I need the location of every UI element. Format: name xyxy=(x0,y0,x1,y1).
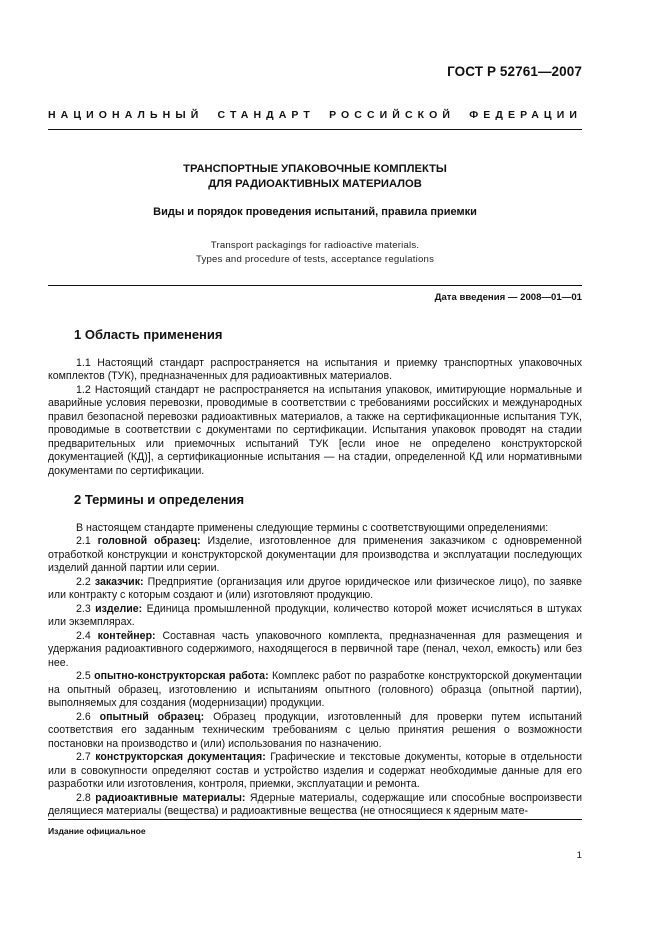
term-definition: Образец продукции, изготовленный для проверки путем испытаний соответствия его заданным техническим требованиям с целью принятия решения о возможности постановки на производство и (или) использования по назначению. xyxy=(48,710,583,750)
term-name: заказчик: xyxy=(94,575,144,588)
middle-divider xyxy=(48,285,582,286)
term-number: 2.2 xyxy=(76,575,91,588)
term-2-3 xyxy=(48,603,582,630)
term-2-6 xyxy=(48,711,582,752)
term-2-1 xyxy=(48,535,582,576)
term-number: 2.5 xyxy=(76,670,91,682)
footer-divider xyxy=(48,819,582,820)
paragraph-1-2: 1.2 Настоящий стандарт не распространяется на испытания упаковок, имитирующие нормальные и аварийные условия перевозки, проводимые в соответствии с требованиями российских и международных правил безопасной перевозки радиоактивных материалов, а также на сертификационные испытания ТУК, проводимые в соответствии с документами по сертификации. Испытания упаковок проводят на стадии предварительных или приемочных испытаний ТУК [если иное не определено конструкторской документацией (КД)], а сертификационные испытания — на стадии, определенной КД или нормативными документами по сертификации. xyxy=(48,383,582,477)
document-body xyxy=(48,328,582,819)
section-1-heading: 1 Область применения xyxy=(74,327,223,342)
term-definition: Предприятие (организация или другое юридическое или физическое лицо), по заявке или контракту с которым создают и (или) изготовляют продукцию. xyxy=(48,575,582,601)
term-definition: Изделие, изготовленное для применения заказчиком с одновременной отработкой конструкции и конструкторской документации для производства и эксплуатации последующих изделий данной партии или серии. xyxy=(48,535,582,574)
english-title xyxy=(48,239,582,266)
term-definition: Комплекс работ по разработке конструкторской документации на опытный образец, изготовлению и испытаниям опытного (головного) образца (опытной партии), выполняемых для создания (модернизации) продукции. xyxy=(48,670,582,709)
term-definition: Ядерные материалы, содержащие или способные воспроизвести делящиеся материалы (вещества) и радиоактивные вещества (не относящиеся к ядерным мате- xyxy=(48,791,582,817)
term-2-8 xyxy=(48,792,582,819)
term-definition: Составная часть упаковочного комплекта, предназначенная для размещения и удержания радиоактивного содержимого, находящегося в первичной таре (пенал, чехол, емкость) или без нее. xyxy=(48,629,582,669)
term-definition: Единица промышленной продукции, количество которой может исчисляться в штуках или экземплярах. xyxy=(48,602,582,628)
term-2-2 xyxy=(48,576,582,603)
title-line-1: ТРАНСПОРТНЫЕ УПАКОВОЧНЫЕ КОМПЛЕКТЫ xyxy=(183,163,447,175)
term-name: конструкторская документация: xyxy=(95,751,266,763)
english-title-line-1: Transport packagings for radioactive materials. xyxy=(210,240,420,251)
term-name: изделие: xyxy=(95,602,143,615)
term-number: 2.6 xyxy=(76,710,91,723)
effective-date: Дата введения — 2008—01—01 xyxy=(434,292,582,303)
term-definition: Графические и текстовые документы, которые в отдельности или в совокупности определяют состав и устройство изделия и содержат необходимые данные для его разработки или изготовления, контроля, приемки, эксплуатации и ремонта. xyxy=(48,751,582,790)
section-2-intro: В настоящем стандарте применены следующие термины с соответствующими определениями: xyxy=(76,521,549,534)
term-number: 2.4 xyxy=(76,629,91,642)
term-name: головной образец: xyxy=(97,535,201,547)
document-number: ГОСТ Р 52761—2007 xyxy=(447,64,582,79)
term-number: 2.1 xyxy=(76,535,91,547)
document-title xyxy=(48,162,582,192)
term-number: 2.7 xyxy=(76,751,91,763)
term-name: опытно-конструкторская работа: xyxy=(94,670,269,682)
term-number: 2.8 xyxy=(76,791,91,804)
term-name: опытный образец: xyxy=(99,710,205,723)
paragraph-1-1: 1.1 Настоящий стандарт распространяется на испытания и приемку транспортных упаковочных комплектов (ТУК), предназначенных для радиоактивных материалов. xyxy=(48,356,582,382)
term-2-4 xyxy=(48,630,582,671)
page-number: 1 xyxy=(576,850,582,861)
term-2-5 xyxy=(48,670,582,711)
top-divider xyxy=(48,129,582,130)
term-name: контейнер: xyxy=(97,629,156,642)
english-title-line-2: Types and procedure of tests, acceptance regulations xyxy=(195,253,435,265)
national-standard-banner: НАЦИОНАЛЬНЫЙ СТАНДАРТ РОССИЙСКОЙ ФЕДЕРАЦИИ xyxy=(48,109,582,121)
document-subtitle: Виды и порядок проведения испытаний, правила приемки xyxy=(153,206,477,218)
official-edition-label: Издание официальное xyxy=(48,826,146,836)
section-2-heading: 2 Термины и определения xyxy=(74,492,245,507)
term-2-7 xyxy=(48,751,582,792)
title-line-2: ДЛЯ РАДИОАКТИВНЫХ МАТЕРИАЛОВ xyxy=(208,178,422,190)
term-number: 2.3 xyxy=(76,602,91,615)
term-name: радиоактивные материалы: xyxy=(95,791,246,804)
